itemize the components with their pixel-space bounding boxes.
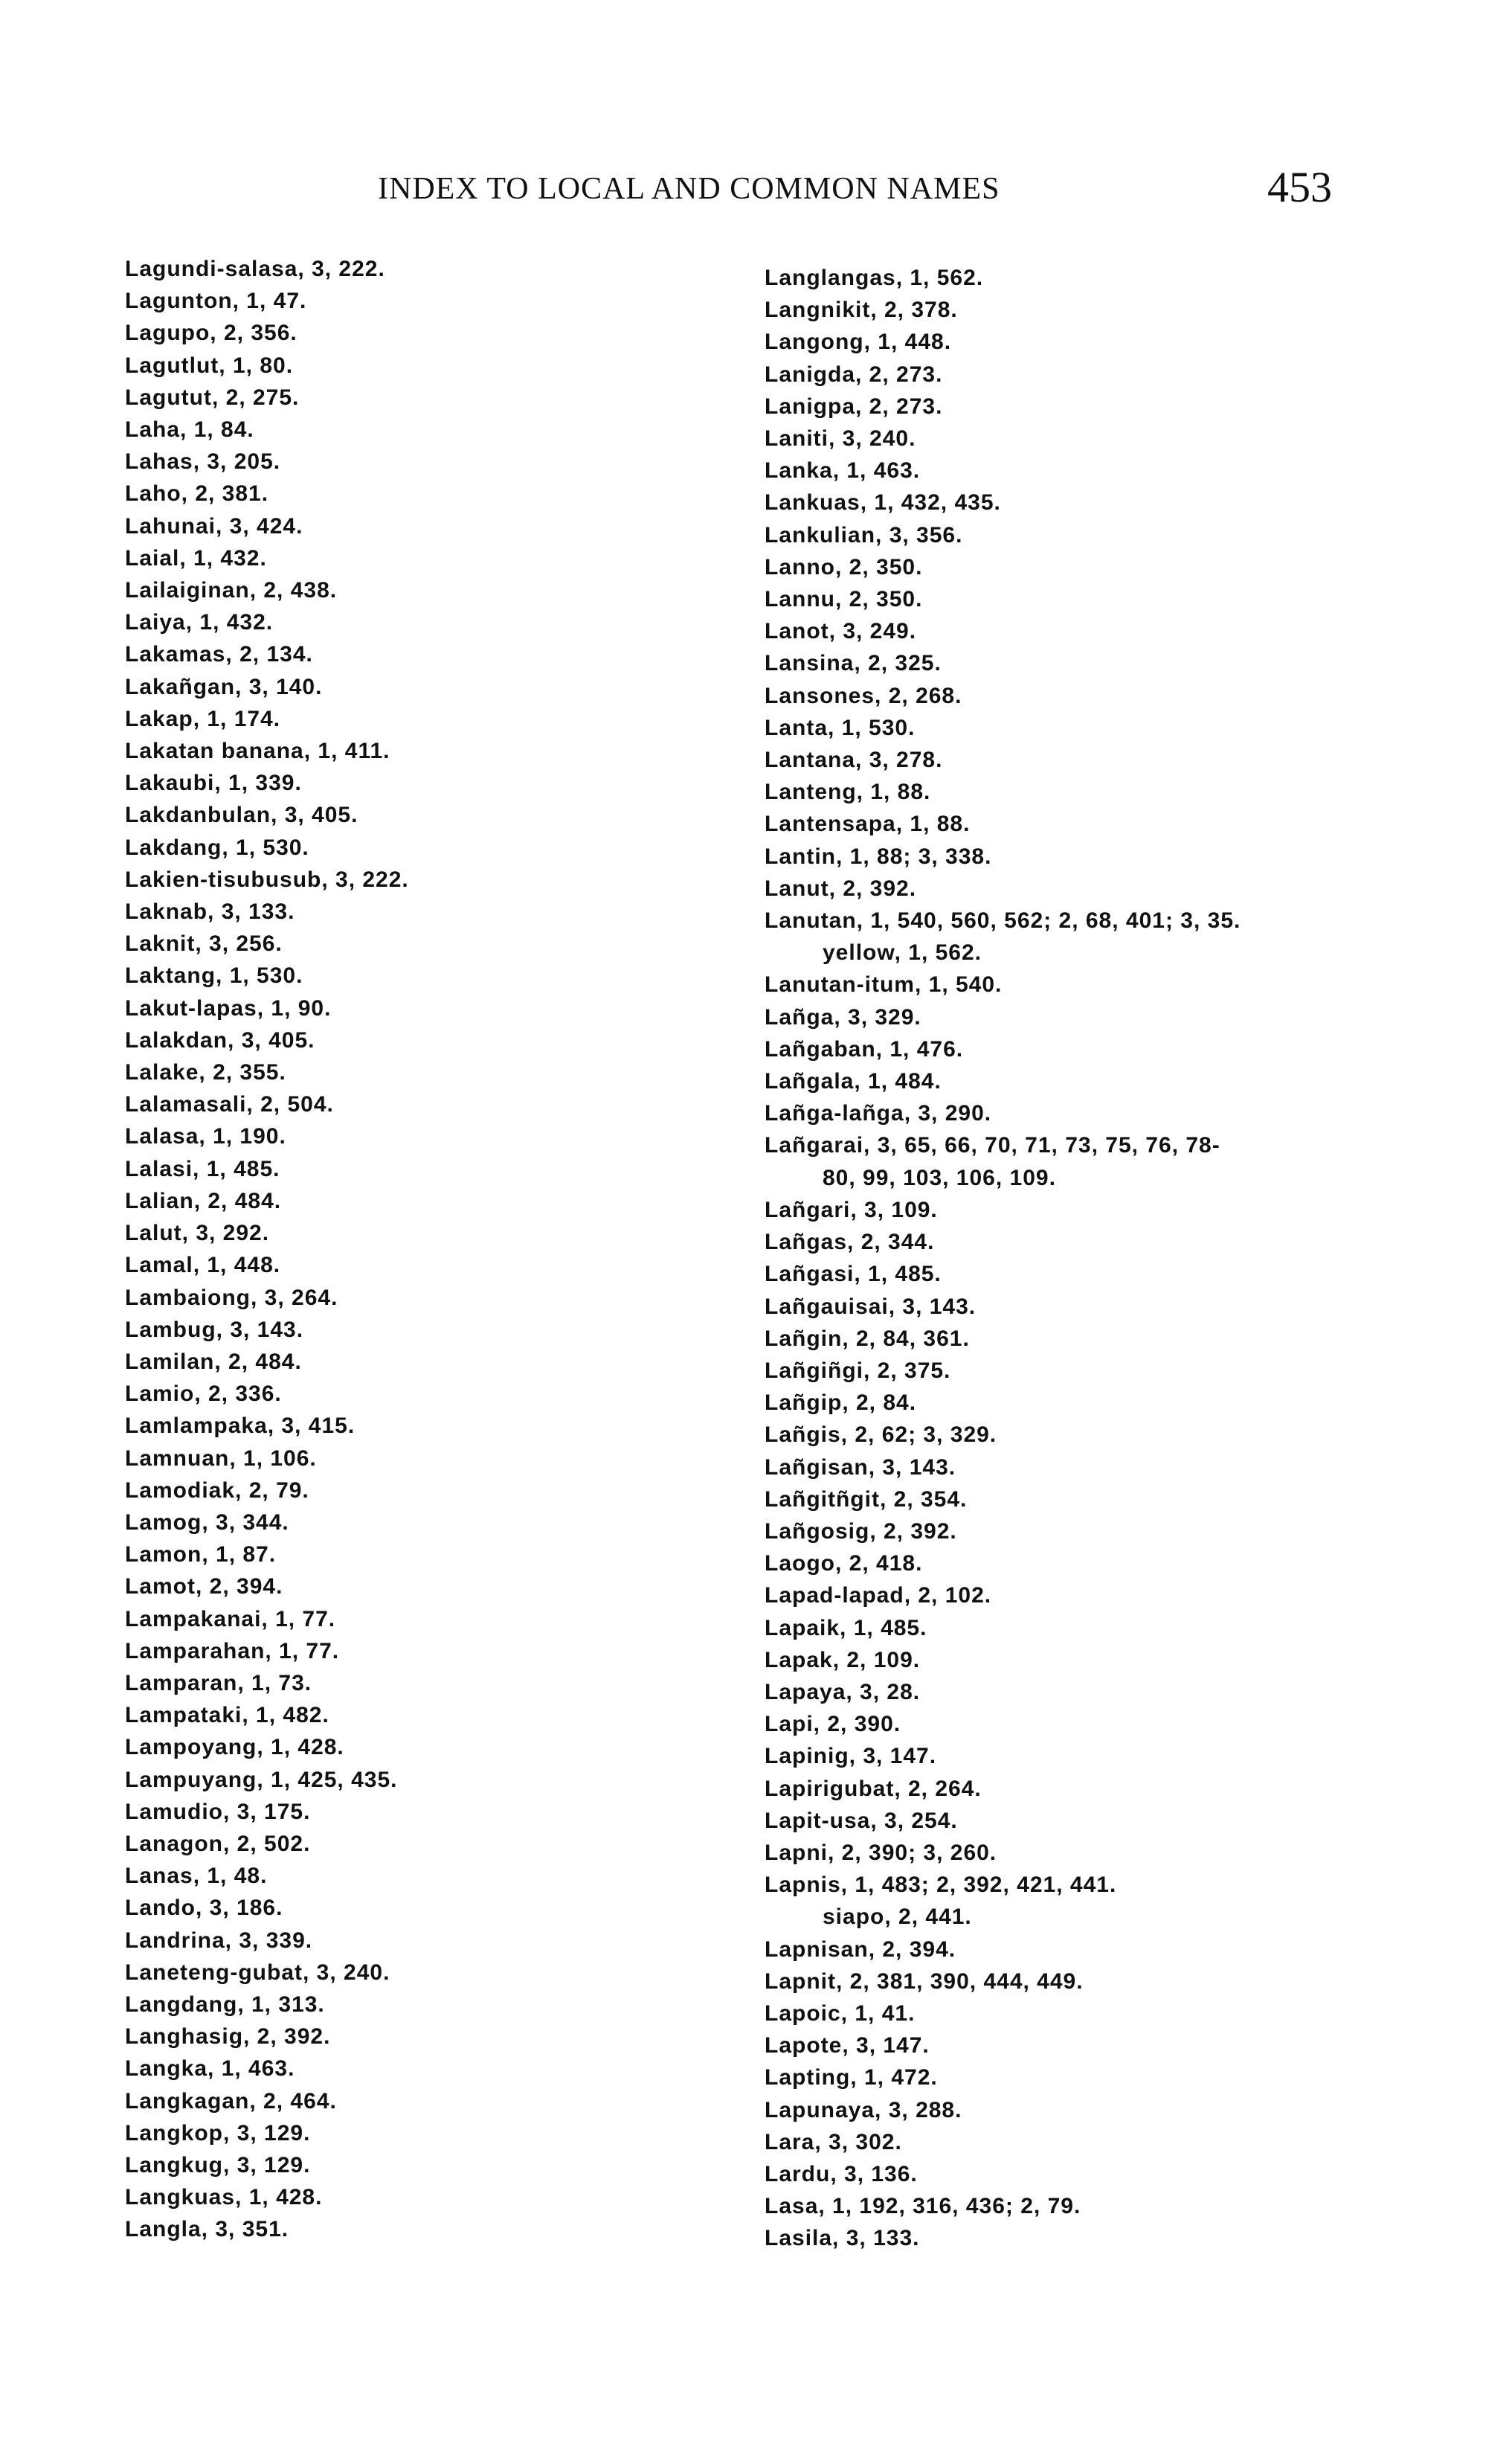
index-entry: Lanigpa, 2, 273. (765, 394, 943, 419)
index-entry: Lapit-usa, 3, 254. (765, 1808, 958, 1833)
index-entry: Laial, 1, 432. (125, 545, 267, 571)
index-entry: Lamlampaka, 3, 415. (125, 1413, 356, 1439)
index-entry: Lañgarai, 3, 65, 66, 70, 71, 73, 75, 76, 78- (765, 1133, 1220, 1158)
index-entry: Laogo, 2, 418. (765, 1551, 923, 1576)
index-entry: Lagundi-salasa, 3, 222. (125, 257, 385, 281)
index-entry: Lamudio, 3, 175. (125, 1799, 311, 1824)
index-entry: Laniti, 3, 240. (765, 426, 916, 452)
index-entry: Lanutan-itum, 1, 540. (765, 972, 1003, 998)
index-entry: Lapak, 2, 109. (765, 1647, 921, 1672)
index-entry: Lañgari, 3, 109. (765, 1197, 938, 1222)
index-entry: Lañgiñgi, 2, 375. (765, 1358, 951, 1383)
index-entry: Lanut, 2, 392. (765, 876, 917, 901)
index-entry: Lakien-tisubusub, 3, 222. (125, 867, 409, 892)
index-entry: Laho, 2, 381. (125, 481, 269, 507)
index-entry: Lakañgan, 3, 140. (125, 674, 323, 699)
index-entry: Langkug, 3, 129. (125, 2152, 311, 2178)
index-entry: Lara, 3, 302. (765, 2129, 902, 2154)
index-entry: Lanutan, 1, 540, 560, 562; 2, 68, 401; 3, 35. (765, 908, 1241, 934)
index-entry: Lalut, 3, 292. (125, 1221, 270, 1246)
index-entry: Lanta, 1, 530. (765, 715, 916, 740)
index-entry: Lapunaya, 3, 288. (765, 2097, 962, 2122)
index-subentry: 80, 99, 103, 106, 109. (823, 1165, 1056, 1190)
index-entry: Langla, 3, 351. (125, 2217, 289, 2242)
index-entry: Lapad-lapad, 2, 102. (765, 1583, 992, 1608)
index-entry: Laneteng-gubat, 3, 240. (125, 1960, 390, 1985)
index-entry: Lakatan banana, 1, 411. (125, 739, 390, 764)
index-entry: Lakdanbulan, 3, 405. (125, 803, 358, 828)
index-entry: Lanot, 3, 249. (765, 619, 917, 644)
index-entry: Lannu, 2, 350. (765, 587, 923, 612)
index-entry: Lañgisan, 3, 143. (765, 1454, 956, 1480)
index-entry: Lamal, 1, 448. (125, 1253, 281, 1278)
index-subentry: siapo, 2, 441. (823, 1904, 972, 1930)
index-entry: Langkagan, 2, 464. (125, 2088, 337, 2114)
index-entry: Lañgosig, 2, 392. (765, 1518, 957, 1544)
index-entry: Lahas, 3, 205. (125, 449, 281, 475)
index-entry: Lasila, 3, 133. (765, 2226, 920, 2251)
index-entry: Lantana, 3, 278. (765, 748, 943, 773)
index-entry: Laknab, 3, 133. (125, 899, 295, 925)
index-entry: Laha, 1, 84. (125, 417, 254, 443)
index-entry: Lapni, 2, 390; 3, 260. (765, 1840, 997, 1865)
index-entry: Lankuas, 1, 432, 435. (765, 490, 1001, 516)
index-entry: Lantensapa, 1, 88. (765, 812, 971, 837)
index-entry: Langkop, 3, 129. (125, 2120, 311, 2146)
index-entry: Lakap, 1, 174. (125, 706, 281, 731)
index-entry: Lakut-lapas, 1, 90. (125, 995, 332, 1021)
index-entry: Lampakanai, 1, 77. (125, 1606, 336, 1631)
index-entry: Lañgauisai, 3, 143. (765, 1294, 977, 1319)
index-subentry: yellow, 1, 562. (823, 940, 982, 966)
index-entry: Lañgitñgit, 2, 354. (765, 1486, 968, 1512)
index-entry: Landrina, 3, 339. (125, 1928, 313, 1953)
index-entry: Lalian, 2, 484. (125, 1188, 282, 1213)
index-entry: Lambug, 3, 143. (125, 1317, 304, 1342)
index-entry: Lamodiak, 2, 79. (125, 1477, 309, 1503)
index-entry: Lapaya, 3, 28. (765, 1679, 921, 1704)
index-entry: Lañgasi, 1, 485. (765, 1262, 942, 1287)
index-entry: Lañgip, 2, 84. (765, 1390, 917, 1416)
index-entry: Lardu, 3, 136. (765, 2161, 918, 2186)
index-entry: Lankulian, 3, 356. (765, 522, 963, 548)
index-entry: Langka, 1, 463. (125, 2056, 295, 2082)
index-entry: Lalasi, 1, 485. (125, 1156, 280, 1181)
index-entry: Lakamas, 2, 134. (125, 642, 313, 667)
index-entry: Lakaubi, 1, 339. (125, 771, 302, 796)
index-entry: Lalamasali, 2, 504. (125, 1092, 334, 1117)
index-entry: Lantin, 1, 88; 3, 338. (765, 844, 992, 869)
index-entry: Langhasig, 2, 392. (125, 2024, 331, 2050)
index-entry: Langkuas, 1, 428. (125, 2185, 323, 2210)
index-entry: Langlangas, 1, 562. (765, 266, 984, 290)
index-entry: Lansina, 2, 325. (765, 651, 942, 676)
index-entry: Lagunton, 1, 47. (125, 289, 307, 314)
index-entry: Lalasa, 1, 190. (125, 1124, 286, 1149)
index-entry: Langong, 1, 448. (765, 330, 952, 355)
index-entry: Lamon, 1, 87. (125, 1542, 277, 1567)
index-entry: Lanagon, 2, 502. (125, 1831, 311, 1856)
index-entry: Lapnis, 1, 483; 2, 392, 421, 441. (765, 1872, 1117, 1898)
index-entry: Lapirigubat, 2, 264. (765, 1776, 982, 1801)
index-entry: Lañgala, 1, 484. (765, 1069, 942, 1094)
index-entry: Lampoyang, 1, 428. (125, 1735, 344, 1760)
index-entry: Lagutut, 2, 275. (125, 385, 300, 410)
index-entry: Lañga-lañga, 3, 290. (765, 1101, 992, 1126)
index-entry: Lapaik, 1, 485. (765, 1615, 927, 1640)
index-entry: Lalake, 2, 355. (125, 1060, 286, 1085)
page-number: 453 (1267, 163, 1332, 211)
index-entry: Lapnisan, 2, 394. (765, 1936, 956, 1962)
running-title: INDEX TO LOCAL AND COMMON NAMES (378, 172, 1000, 206)
index-entry: Lamot, 2, 394. (125, 1574, 283, 1599)
index-entry: Lanas, 1, 48. (125, 1864, 268, 1889)
index-entry: Lagutlut, 1, 80. (125, 353, 294, 378)
index-entry: Lañga, 3, 329. (765, 1004, 921, 1030)
index-entry: Lailaiginan, 2, 438. (125, 578, 338, 603)
index-entry: Lapinig, 3, 147. (765, 1744, 937, 1769)
index-entry: Langdang, 1, 313. (125, 1992, 325, 2017)
index-entry: Lando, 3, 186. (125, 1896, 283, 1921)
index-entry: Lamio, 2, 336. (125, 1381, 282, 1407)
index-entry: Lagupo, 2, 356. (125, 321, 297, 346)
index-entry: Lamparahan, 1, 77. (125, 1638, 340, 1663)
index-entry: Lampataki, 1, 482. (125, 1703, 329, 1728)
index-entry: Lapnit, 2, 381, 390, 444, 449. (765, 1968, 1084, 1994)
index-entry: Lasa, 1, 192, 316, 436; 2, 79. (765, 2194, 1081, 2219)
index-entry: Lapoic, 1, 41. (765, 2000, 916, 2026)
index-entry: Lalakdan, 3, 405. (125, 1027, 315, 1053)
index-entry: Lañgis, 2, 62; 3, 329. (765, 1422, 997, 1448)
index-entry: Lañgas, 2, 344. (765, 1230, 935, 1255)
index-entry: Lanigda, 2, 273. (765, 362, 943, 387)
index-entry: Lahunai, 3, 424. (125, 513, 303, 539)
index-column-left (125, 253, 765, 2246)
index-column-right (765, 262, 1374, 2255)
index-entry: Laiya, 1, 432. (125, 610, 274, 635)
index-entry: Lañgaban, 1, 476. (765, 1036, 964, 1062)
index-entry: Laktang, 1, 530. (125, 963, 303, 989)
index-entry: Laknit, 3, 256. (125, 931, 283, 957)
index-entry: Lapote, 3, 147. (765, 2033, 930, 2058)
index-entry: Lampuyang, 1, 425, 435. (125, 1767, 398, 1792)
page-header (0, 163, 1512, 219)
index-entry: Lañgin, 2, 84, 361. (765, 1326, 970, 1351)
index-entry: Lapi, 2, 390. (765, 1712, 901, 1737)
index-entry: Lapting, 1, 472. (765, 2065, 938, 2090)
index-entry: Langnikit, 2, 378. (765, 298, 958, 323)
index-entry: Lambaiong, 3, 264. (125, 1285, 338, 1310)
index-entry: Lakdang, 1, 530. (125, 835, 309, 860)
index-entry: Lamnuan, 1, 106. (125, 1445, 317, 1471)
index-entry: Lamog, 3, 344. (125, 1509, 289, 1535)
index-entry: Lamilan, 2, 484. (125, 1349, 302, 1374)
index-entry: Lamparan, 1, 73. (125, 1670, 312, 1695)
index-entry: Lanteng, 1, 88. (765, 780, 931, 805)
index-entry: Lanka, 1, 463. (765, 458, 921, 484)
index-entry: Lanno, 2, 350. (765, 554, 923, 580)
index-entry: Lansones, 2, 268. (765, 683, 962, 708)
